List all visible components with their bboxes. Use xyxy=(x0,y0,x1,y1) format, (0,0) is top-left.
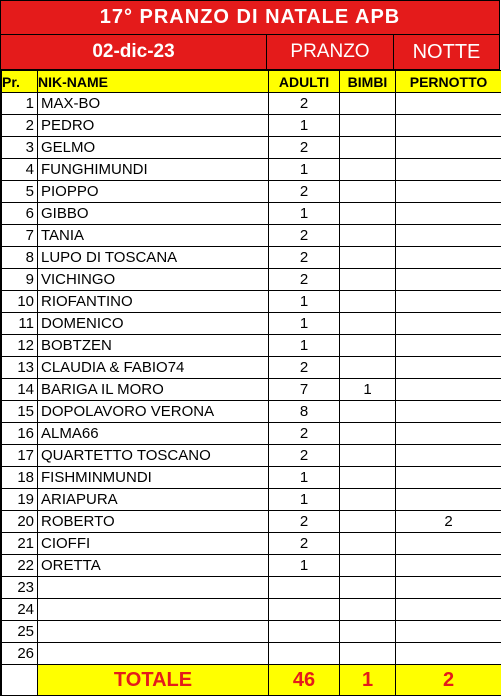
table-row xyxy=(2,115,501,137)
table-row xyxy=(2,159,501,181)
nikname-cell[interactable] xyxy=(38,577,269,599)
notte-header[interactable]: NOTTE xyxy=(394,35,500,69)
pernotto-cell[interactable] xyxy=(396,555,501,577)
table-row xyxy=(2,511,501,533)
bimbi-cell[interactable] xyxy=(340,203,396,225)
row-number-cell[interactable]: 11 xyxy=(2,313,38,335)
bimbi-cell[interactable] xyxy=(340,555,396,577)
col-header-nikname[interactable]: NIK-NAME xyxy=(38,71,269,93)
subheader-row xyxy=(1,35,500,70)
guest-rows xyxy=(2,93,501,665)
nikname-cell[interactable]: TANIA xyxy=(38,225,269,247)
adulti-cell[interactable]: 2 xyxy=(269,225,340,247)
bimbi-cell[interactable] xyxy=(340,269,396,291)
table-row xyxy=(2,423,501,445)
bimbi-cell[interactable] xyxy=(340,313,396,335)
column-header-row xyxy=(2,71,501,93)
adulti-cell[interactable]: 2 xyxy=(269,137,340,159)
bimbi-cell[interactable]: 1 xyxy=(340,379,396,401)
col-header-bimbi[interactable]: BIMBI xyxy=(340,71,396,93)
totals-label[interactable]: TOTALE xyxy=(38,665,269,696)
pernotto-cell[interactable] xyxy=(396,423,501,445)
nikname-cell[interactable]: CIOFFI xyxy=(38,533,269,555)
bimbi-cell[interactable] xyxy=(340,247,396,269)
sheet-title[interactable]: 17° PRANZO DI NATALE APB xyxy=(99,6,401,28)
row-number-cell[interactable]: 26 xyxy=(2,643,38,665)
pernotto-cell[interactable]: 2 xyxy=(396,511,501,533)
row-number-cell[interactable]: 12 xyxy=(2,335,38,357)
bimbi-cell[interactable] xyxy=(340,401,396,423)
row-number-cell[interactable]: 13 xyxy=(2,357,38,379)
table-row xyxy=(2,467,501,489)
bimbi-cell[interactable] xyxy=(340,291,396,313)
row-number-cell[interactable]: 25 xyxy=(2,621,38,643)
bimbi-cell[interactable] xyxy=(340,335,396,357)
nikname-cell[interactable]: PIOPPO xyxy=(38,181,269,203)
bimbi-cell[interactable] xyxy=(340,159,396,181)
adulti-cell[interactable]: 2 xyxy=(269,181,340,203)
adulti-cell[interactable]: 2 xyxy=(269,511,340,533)
adulti-cell[interactable]: 1 xyxy=(269,291,340,313)
nikname-cell[interactable]: VICHINGO xyxy=(38,269,269,291)
pernotto-cell[interactable] xyxy=(396,357,501,379)
pernotto-cell[interactable] xyxy=(396,401,501,423)
table-row xyxy=(2,643,501,665)
guest-table xyxy=(1,70,501,696)
table-row xyxy=(2,247,501,269)
adulti-cell[interactable]: 2 xyxy=(269,93,340,115)
total-bimbi[interactable]: 1 xyxy=(340,665,396,696)
table-row xyxy=(2,533,501,555)
pernotto-cell[interactable] xyxy=(396,115,501,137)
nikname-cell[interactable]: CLAUDIA & FABIO74 xyxy=(38,357,269,379)
pernotto-cell[interactable] xyxy=(396,159,501,181)
adulti-cell[interactable]: 1 xyxy=(269,335,340,357)
row-number-cell[interactable]: 6 xyxy=(2,203,38,225)
bimbi-cell[interactable] xyxy=(340,423,396,445)
nikname-cell[interactable] xyxy=(38,643,269,665)
pernotto-cell[interactable] xyxy=(396,225,501,247)
adulti-cell[interactable]: 1 xyxy=(269,203,340,225)
bimbi-cell[interactable] xyxy=(340,621,396,643)
table-row xyxy=(2,335,501,357)
row-number-cell[interactable]: 7 xyxy=(2,225,38,247)
nikname-cell[interactable]: BOBTZEN xyxy=(38,335,269,357)
nikname-cell[interactable]: MAX-BO xyxy=(38,93,269,115)
table-row xyxy=(2,137,501,159)
row-number-cell[interactable]: 24 xyxy=(2,599,38,621)
title-row xyxy=(1,1,500,35)
row-number-cell[interactable]: 22 xyxy=(2,555,38,577)
row-number-cell[interactable]: 16 xyxy=(2,423,38,445)
pernotto-cell[interactable] xyxy=(396,93,501,115)
table-row xyxy=(2,291,501,313)
pranzo-header[interactable]: PRANZO xyxy=(267,35,394,69)
totals-row xyxy=(2,665,501,696)
table-row xyxy=(2,599,501,621)
total-adulti[interactable]: 46 xyxy=(269,665,340,696)
row-number-cell[interactable]: 10 xyxy=(2,291,38,313)
table-row xyxy=(2,203,501,225)
totals-blank-cell[interactable] xyxy=(2,665,38,696)
col-header-adulti[interactable]: ADULTI xyxy=(269,71,340,93)
row-number-cell[interactable]: 9 xyxy=(2,269,38,291)
nikname-cell[interactable]: ORETTA xyxy=(38,555,269,577)
adulti-cell[interactable] xyxy=(269,577,340,599)
adulti-cell[interactable]: 2 xyxy=(269,357,340,379)
bimbi-cell[interactable] xyxy=(340,181,396,203)
row-number-cell[interactable]: 23 xyxy=(2,577,38,599)
pernotto-cell[interactable] xyxy=(396,577,501,599)
bimbi-cell[interactable] xyxy=(340,643,396,665)
row-number-cell[interactable]: 20 xyxy=(2,511,38,533)
table-row xyxy=(2,93,501,115)
nikname-cell[interactable]: GELMO xyxy=(38,137,269,159)
col-header-pr[interactable]: Pr. xyxy=(2,71,38,93)
bimbi-cell[interactable] xyxy=(340,225,396,247)
pernotto-cell[interactable] xyxy=(396,489,501,511)
adulti-cell[interactable]: 1 xyxy=(269,489,340,511)
pernotto-cell[interactable] xyxy=(396,533,501,555)
row-number-cell[interactable]: 5 xyxy=(2,181,38,203)
adulti-cell[interactable] xyxy=(269,643,340,665)
bimbi-cell[interactable] xyxy=(340,533,396,555)
nikname-cell[interactable]: GIBBO xyxy=(38,203,269,225)
nikname-cell[interactable]: BARIGA IL MORO xyxy=(38,379,269,401)
nikname-cell[interactable]: FISHMINMUNDI xyxy=(38,467,269,489)
table-row xyxy=(2,445,501,467)
bimbi-cell[interactable] xyxy=(340,489,396,511)
adulti-cell[interactable]: 2 xyxy=(269,423,340,445)
nikname-cell[interactable]: ROBERTO xyxy=(38,511,269,533)
bimbi-cell[interactable] xyxy=(340,93,396,115)
row-number-cell[interactable]: 2 xyxy=(2,115,38,137)
nikname-cell[interactable]: PEDRO xyxy=(38,115,269,137)
row-number-cell[interactable]: 3 xyxy=(2,137,38,159)
table-row xyxy=(2,269,501,291)
pernotto-cell[interactable] xyxy=(396,291,501,313)
col-header-pernotto[interactable]: PERNOTTO xyxy=(396,71,501,93)
pernotto-cell[interactable] xyxy=(396,445,501,467)
pernotto-cell[interactable] xyxy=(396,313,501,335)
row-number-cell[interactable]: 17 xyxy=(2,445,38,467)
bimbi-cell[interactable] xyxy=(340,577,396,599)
row-number-cell[interactable]: 8 xyxy=(2,247,38,269)
row-number-cell[interactable]: 19 xyxy=(2,489,38,511)
row-number-cell[interactable]: 1 xyxy=(2,93,38,115)
adulti-cell[interactable]: 1 xyxy=(269,313,340,335)
adulti-cell[interactable]: 1 xyxy=(269,115,340,137)
adulti-cell[interactable]: 8 xyxy=(269,401,340,423)
pernotto-cell[interactable] xyxy=(396,247,501,269)
event-date[interactable]: 02-dic-23 xyxy=(1,35,267,69)
nikname-cell[interactable] xyxy=(38,621,269,643)
adulti-cell[interactable]: 1 xyxy=(269,467,340,489)
nikname-cell[interactable]: ALMA66 xyxy=(38,423,269,445)
table-row xyxy=(2,489,501,511)
adulti-cell[interactable]: 2 xyxy=(269,247,340,269)
bimbi-cell[interactable] xyxy=(340,511,396,533)
adulti-cell[interactable]: 2 xyxy=(269,445,340,467)
bimbi-cell[interactable] xyxy=(340,599,396,621)
pernotto-cell[interactable] xyxy=(396,379,501,401)
bimbi-cell[interactable] xyxy=(340,137,396,159)
nikname-cell[interactable]: LUPO DI TOSCANA xyxy=(38,247,269,269)
table-row xyxy=(2,313,501,335)
adulti-cell[interactable] xyxy=(269,621,340,643)
nikname-cell[interactable]: FUNGHIMUNDI xyxy=(38,159,269,181)
nikname-cell[interactable]: DOPOLAVORO VERONA xyxy=(38,401,269,423)
adulti-cell[interactable]: 1 xyxy=(269,159,340,181)
nikname-cell[interactable]: ARIAPURA xyxy=(38,489,269,511)
nikname-cell[interactable] xyxy=(38,599,269,621)
row-number-cell[interactable]: 18 xyxy=(2,467,38,489)
total-pernotto[interactable]: 2 xyxy=(396,665,501,696)
table-row xyxy=(2,621,501,643)
nikname-cell[interactable]: DOMENICO xyxy=(38,313,269,335)
bimbi-cell[interactable] xyxy=(340,115,396,137)
nikname-cell[interactable]: RIOFANTINO xyxy=(38,291,269,313)
bimbi-cell[interactable] xyxy=(340,445,396,467)
table-row xyxy=(2,401,501,423)
table-row xyxy=(2,181,501,203)
pernotto-cell[interactable] xyxy=(396,203,501,225)
row-number-cell[interactable]: 14 xyxy=(2,379,38,401)
pernotto-cell[interactable] xyxy=(396,643,501,665)
nikname-cell[interactable]: QUARTETTO TOSCANO xyxy=(38,445,269,467)
row-number-cell[interactable]: 15 xyxy=(2,401,38,423)
table-row xyxy=(2,379,501,401)
row-number-cell[interactable]: 21 xyxy=(2,533,38,555)
table-row xyxy=(2,225,501,247)
table-row xyxy=(2,555,501,577)
pernotto-cell[interactable] xyxy=(396,269,501,291)
bimbi-cell[interactable] xyxy=(340,467,396,489)
adulti-cell[interactable]: 1 xyxy=(269,555,340,577)
adulti-cell[interactable] xyxy=(269,599,340,621)
pernotto-cell[interactable] xyxy=(396,335,501,357)
pernotto-cell[interactable] xyxy=(396,181,501,203)
pernotto-cell[interactable] xyxy=(396,137,501,159)
row-number-cell[interactable]: 4 xyxy=(2,159,38,181)
adulti-cell[interactable]: 2 xyxy=(269,533,340,555)
adulti-cell[interactable]: 7 xyxy=(269,379,340,401)
pernotto-cell[interactable] xyxy=(396,621,501,643)
table-row xyxy=(2,577,501,599)
pernotto-cell[interactable] xyxy=(396,599,501,621)
table-row xyxy=(2,357,501,379)
adulti-cell[interactable]: 2 xyxy=(269,269,340,291)
bimbi-cell[interactable] xyxy=(340,357,396,379)
pernotto-cell[interactable] xyxy=(396,467,501,489)
